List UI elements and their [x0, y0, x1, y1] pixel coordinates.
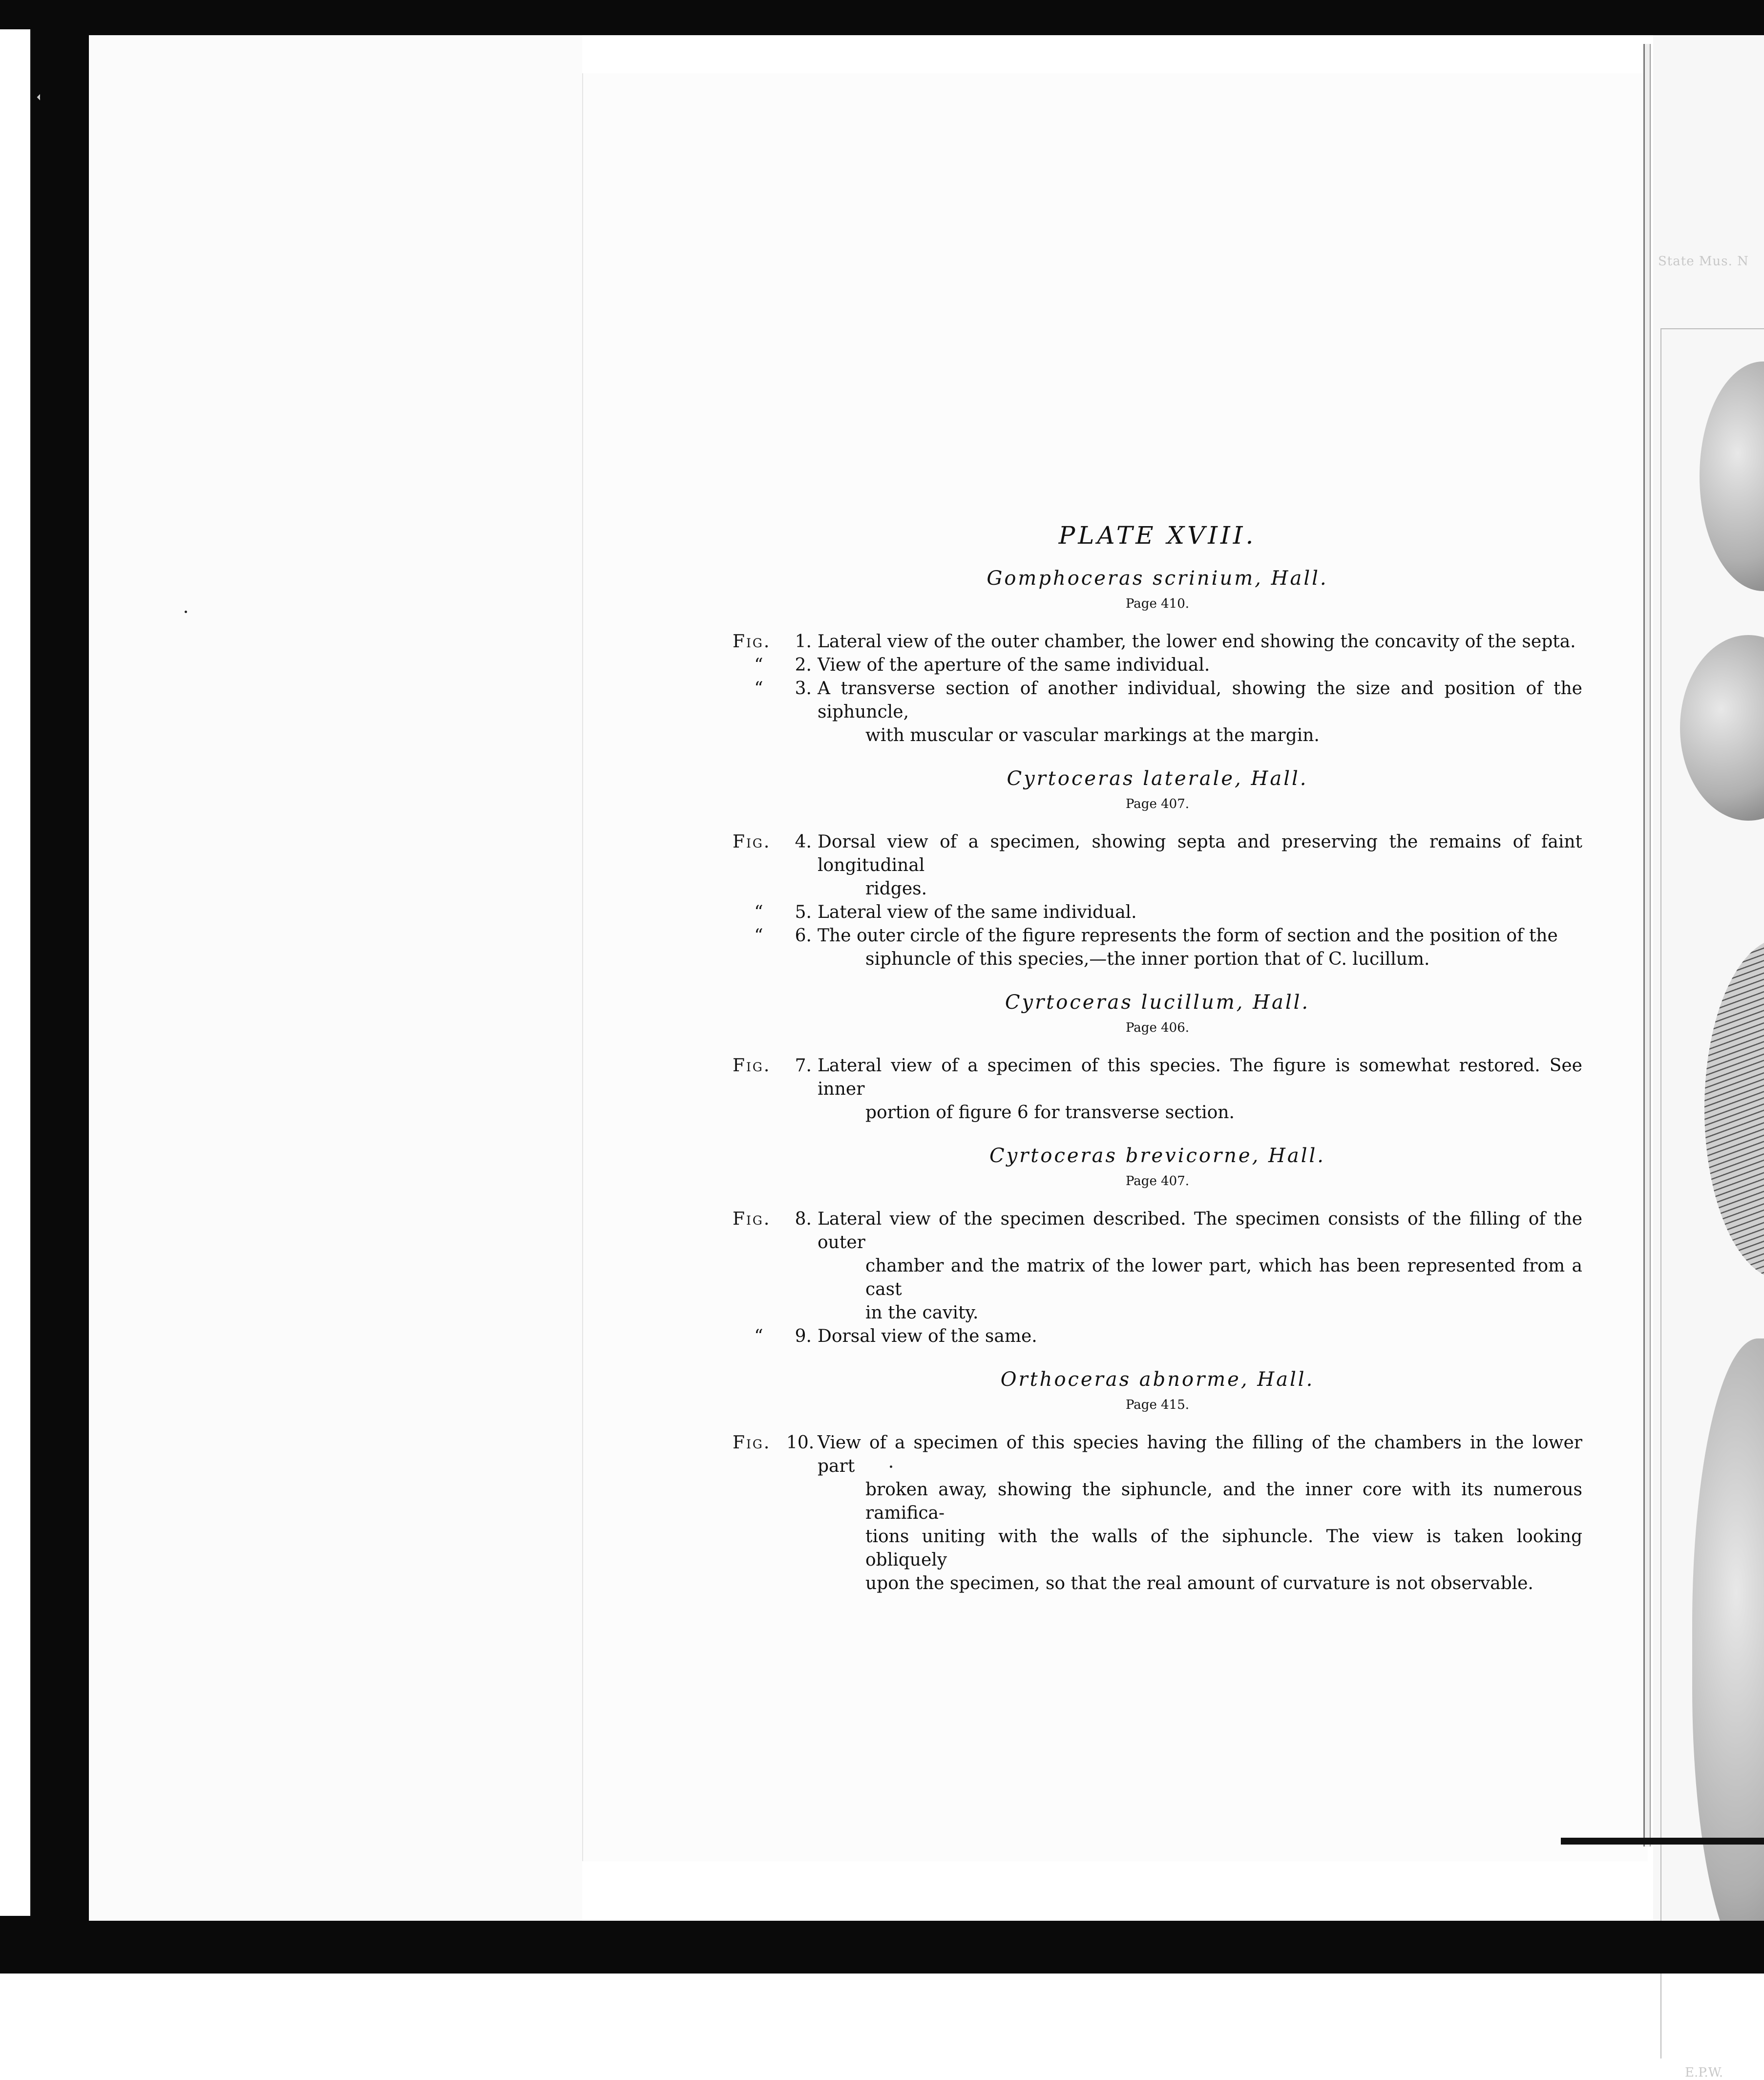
- figure-entry: [733, 1208, 1582, 1254]
- figure-entry: [733, 1054, 1582, 1101]
- figure-entry: [733, 924, 1582, 948]
- species-heading: Orthoceras abnorme, Hall.: [1000, 1368, 1315, 1391]
- figure-entry: [733, 630, 1582, 654]
- fig-description: View of the aperture of the same individual.: [818, 655, 1210, 675]
- fig-description-continued: in the cavity.: [865, 1303, 979, 1323]
- species-heading: Cyrtoceras laterale, Hall.: [1007, 767, 1308, 790]
- page-reference: Page 415.: [1125, 1398, 1189, 1412]
- fig-description: Lateral view of a specimen of this species. The figure is somewhat restored. See inner: [818, 1056, 1582, 1099]
- figure-entry: [733, 1325, 1582, 1348]
- fig-description-continued: siphuncle of this species,—the inner portion that of C. lucillum.: [865, 949, 1430, 969]
- ditto-mark: “: [754, 902, 765, 922]
- fig-label: Fig.: [733, 1209, 771, 1229]
- plate-title: PLATE XVIII.: [1058, 521, 1257, 550]
- figure-entry: [733, 901, 1582, 924]
- fig-description: Dorsal view of the same.: [818, 1326, 1037, 1346]
- fig-description-continued: upon the specimen, so that the real amount of curvature is not observable.: [865, 1573, 1533, 1593]
- figure-entry: [733, 654, 1582, 677]
- fig-description: A transverse section of another individual, showing the size and position of the siphuncle,: [818, 679, 1582, 722]
- fig-description: View of a specimen of this species having the filling of the chambers in the lower part: [818, 1433, 1582, 1476]
- spine-base-bar: [1561, 1838, 1764, 1845]
- fig-number: 8.: [795, 1209, 812, 1229]
- ditto-mark: “: [754, 926, 765, 946]
- fig-number: 6.: [795, 926, 812, 946]
- scan-frame-left-inner: [40, 35, 89, 1921]
- figure-entry: [733, 1431, 1582, 1478]
- fig-number: 9.: [795, 1326, 812, 1346]
- fig-description: Lateral view of the same individual.: [818, 902, 1137, 922]
- plate-explanation: [733, 518, 1582, 1595]
- fig-label: Fig.: [733, 632, 771, 652]
- fig-description-continued: tions uniting with the walls of the siphuncle. The view is taken looking obliquely: [865, 1527, 1582, 1570]
- scan-frame-top: [0, 0, 1764, 35]
- fig-number: 10.: [786, 1433, 815, 1453]
- species-heading: Gomphoceras scrinium, Hall.: [987, 567, 1328, 590]
- figure-entry: [733, 677, 1582, 724]
- fig-description: Lateral view of the specimen described. The specimen consists of the filling of the outer: [818, 1209, 1582, 1252]
- ditto-mark: “: [754, 1326, 765, 1346]
- fig-description-continued: ridges.: [865, 879, 927, 899]
- fig-description: Dorsal view of a specimen, showing septa and preserving the remains of faint longitudinal: [818, 832, 1582, 875]
- fig-number: 7.: [795, 1056, 812, 1076]
- fig-description: Lateral view of the outer chamber, the lower end showing the concavity of the septa.: [818, 632, 1576, 652]
- fig-label: Fig.: [733, 832, 771, 852]
- fig-label: Fig.: [733, 1433, 771, 1453]
- page-reference: Page 407.: [1125, 797, 1189, 811]
- figure-entry: [733, 830, 1582, 877]
- scan-edge-strip: [0, 29, 32, 1916]
- facing-blank-page: [89, 35, 582, 1921]
- fig-number: 4.: [795, 832, 812, 852]
- ditto-mark: “: [754, 655, 765, 675]
- page-reference: Page 406.: [1125, 1020, 1189, 1035]
- fig-number: 5.: [795, 902, 812, 922]
- page-reference: Page 410.: [1125, 596, 1189, 611]
- species-heading: Cyrtoceras brevicorne, Hall.: [989, 1145, 1326, 1167]
- fig-label: Fig.: [733, 1056, 771, 1076]
- fig-description-continued: chamber and the matrix of the lower part, which has been represented from a cast: [865, 1256, 1582, 1299]
- fig-description-continued: broken away, showing the siphuncle, and the inner core with its numerous ramifica-: [865, 1480, 1582, 1523]
- fig-description-continued: portion of figure 6 for transverse section.: [865, 1103, 1235, 1123]
- fig-number: 2.: [795, 655, 812, 675]
- fig-description-continued: with muscular or vascular markings at the margin.: [865, 725, 1320, 745]
- speck: [185, 611, 187, 613]
- species-heading: Cyrtoceras lucillum, Hall.: [1005, 991, 1310, 1014]
- page-reference: Page 407.: [1125, 1174, 1189, 1189]
- ditto-mark: “: [754, 679, 765, 699]
- plate-header-text: State Mus. N: [1658, 254, 1749, 269]
- fig-number: 1.: [795, 632, 812, 652]
- plate-engraver-caption: E.P.W.: [1685, 2065, 1723, 2080]
- fig-description: The outer circle of the figure represents the form of section and the position of the: [818, 926, 1558, 946]
- scan-frame-bottom: [0, 1921, 1764, 1974]
- book-spine: [1643, 44, 1651, 1847]
- fig-number: 3.: [795, 679, 812, 699]
